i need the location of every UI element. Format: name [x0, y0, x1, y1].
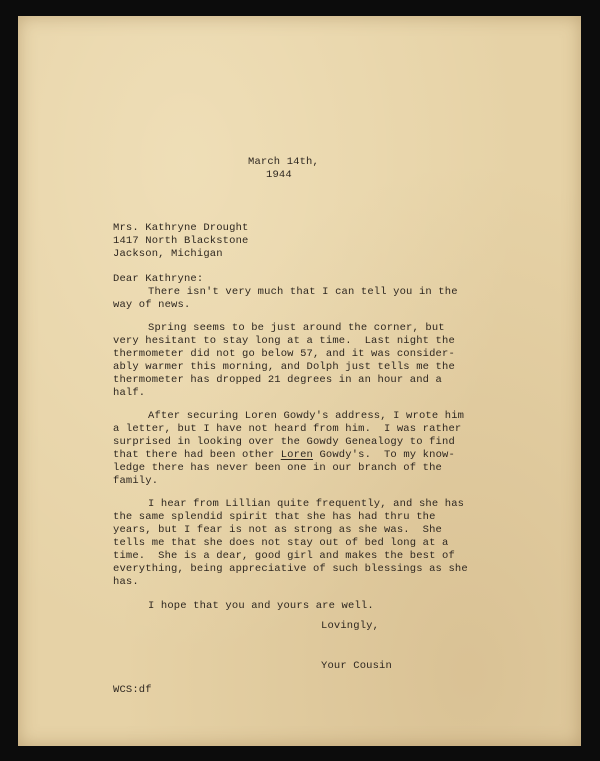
date-year: 1944: [266, 169, 292, 181]
paragraph-4-line-7: has.: [113, 576, 139, 588]
paragraph-3-line-1: After securing Loren Gowdy's address, I wrote him: [148, 410, 465, 422]
salutation: Dear Kathryne:: [113, 273, 204, 285]
paragraph-3-line-6: family.: [113, 475, 159, 487]
paragraph-2-line-5: thermometer has dropped 21 degrees in an hour and a: [113, 374, 443, 386]
paragraph-2-line-3: thermometer did not go below 57, and it was consider-: [113, 348, 455, 360]
typist-initials: WCS:df: [113, 684, 152, 696]
recipient-city: Jackson, Michigan: [113, 248, 223, 260]
paragraph-1-line-2: way of news.: [113, 299, 191, 311]
paragraph-3-line-3: surprised in looking over the Gowdy Genealogy to find: [113, 436, 455, 448]
recipient-street: 1417 North Blackstone: [113, 235, 249, 247]
paragraph-2-line-1: Spring seems to be just around the corner, but: [148, 322, 445, 334]
signature: Your Cousin: [321, 660, 392, 672]
recipient-name: Mrs. Kathryne Drought: [113, 222, 249, 234]
letter-page: [18, 16, 581, 746]
paragraph-2-line-6: half.: [113, 387, 146, 399]
paragraph-4-line-1: I hear from Lillian quite frequently, and she has: [148, 498, 465, 510]
paragraph-2-line-4: ably warmer this morning, and Dolph just tells me the: [113, 361, 455, 373]
paragraph-4-line-2: the same splendid spirit that she has had thru the: [113, 511, 436, 523]
paragraph-1-line-1: There isn't very much that I can tell you in the: [148, 286, 458, 298]
paragraph-3-line-5: ledge there has never been one in our branch of the: [113, 462, 443, 474]
paragraph-4-line-5: time. She is a dear, good girl and makes the best of: [113, 550, 455, 562]
paragraph-4-line-3: years, but I fear is not as strong as she was. She: [113, 524, 443, 536]
paragraph-2-line-2: very hesitant to stay long at a time. Last night the: [113, 335, 455, 347]
paragraph-4-line-6: everything, being appreciative of such blessings as she: [113, 563, 468, 575]
paragraph-4-line-4: tells me that she does not stay out of bed long at a: [113, 537, 449, 549]
paragraph-3-line-4: that there had been other Loren Gowdy's. To my know-: [113, 449, 455, 461]
date-line: March 14th,: [248, 156, 319, 168]
closing: Lovingly,: [321, 620, 380, 632]
paragraph-3-line-2: a letter, but I have not heard from him. I was rather: [113, 423, 462, 435]
paragraph-5-line-1: I hope that you and yours are well.: [148, 600, 374, 612]
